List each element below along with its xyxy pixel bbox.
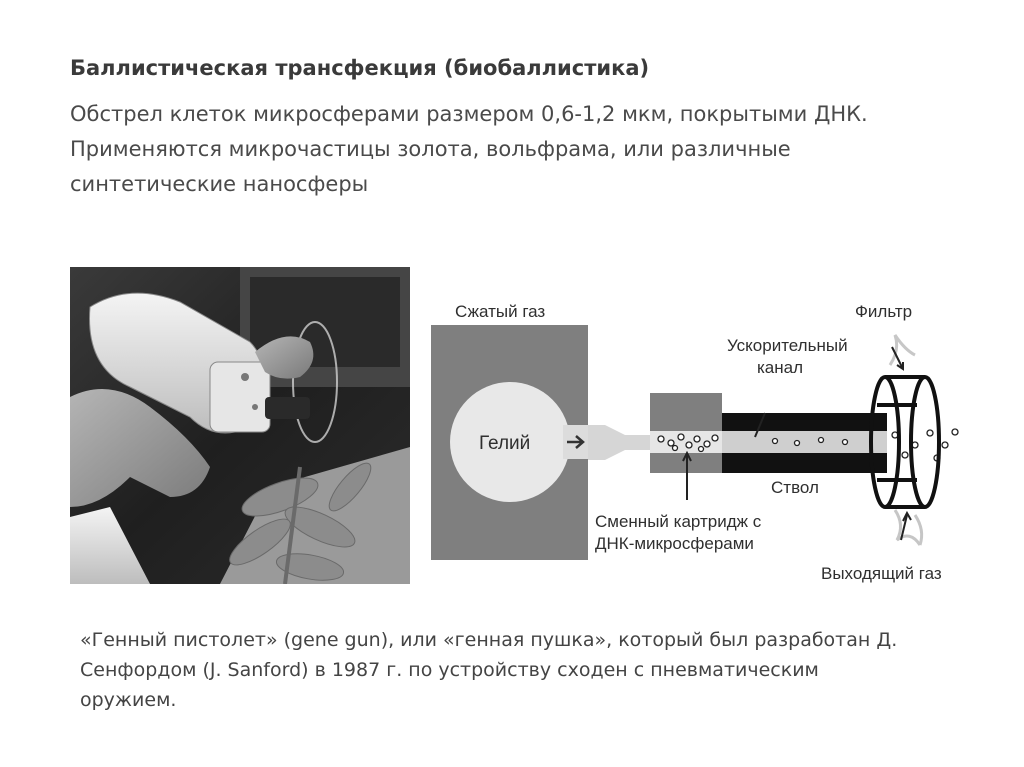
caption-line-1: «Генный пистолет» (gene gun), или «генная пушка», который был разработан Д. (80, 629, 898, 651)
label-accel-channel-1: Ускорительный (727, 336, 848, 355)
nozzle (588, 425, 655, 460)
label-accel-channel-2: канал (757, 358, 804, 377)
caption-text (80, 625, 980, 715)
caption-line-3: оружием. (80, 689, 177, 711)
label-cartridge-1: Сменный картридж с (595, 512, 762, 531)
label-cartridge-2: ДНК-микросферами (595, 534, 754, 553)
body-line-2: Применяются микрочастицы золота, вольфрама, или различные (70, 137, 791, 161)
label-exhaust-gas: Выходящий газ (821, 564, 942, 583)
gene-gun-photo (70, 267, 410, 584)
slide-body-text (70, 97, 970, 202)
gene-gun-diagram (425, 295, 985, 590)
caption-line-2: Сенфордом (J. Sanford) в 1987 г. по устройству сходен с пневматическим (80, 659, 819, 681)
label-barrel: Ствол (771, 478, 819, 497)
body-line-3: синтетические наносферы (70, 172, 369, 196)
label-helium: Гелий (479, 433, 531, 454)
label-filter: Фильтр (855, 302, 913, 321)
accel-channel (722, 431, 887, 453)
label-compressed-gas: Сжатый газ (455, 302, 546, 321)
slide-title: Баллистическая трансфекция (биобаллистика) (70, 56, 650, 80)
body-line-1: Обстрел клеток микросферами размером 0,6-1,2 мкм, покрытыми ДНК. (70, 102, 868, 126)
